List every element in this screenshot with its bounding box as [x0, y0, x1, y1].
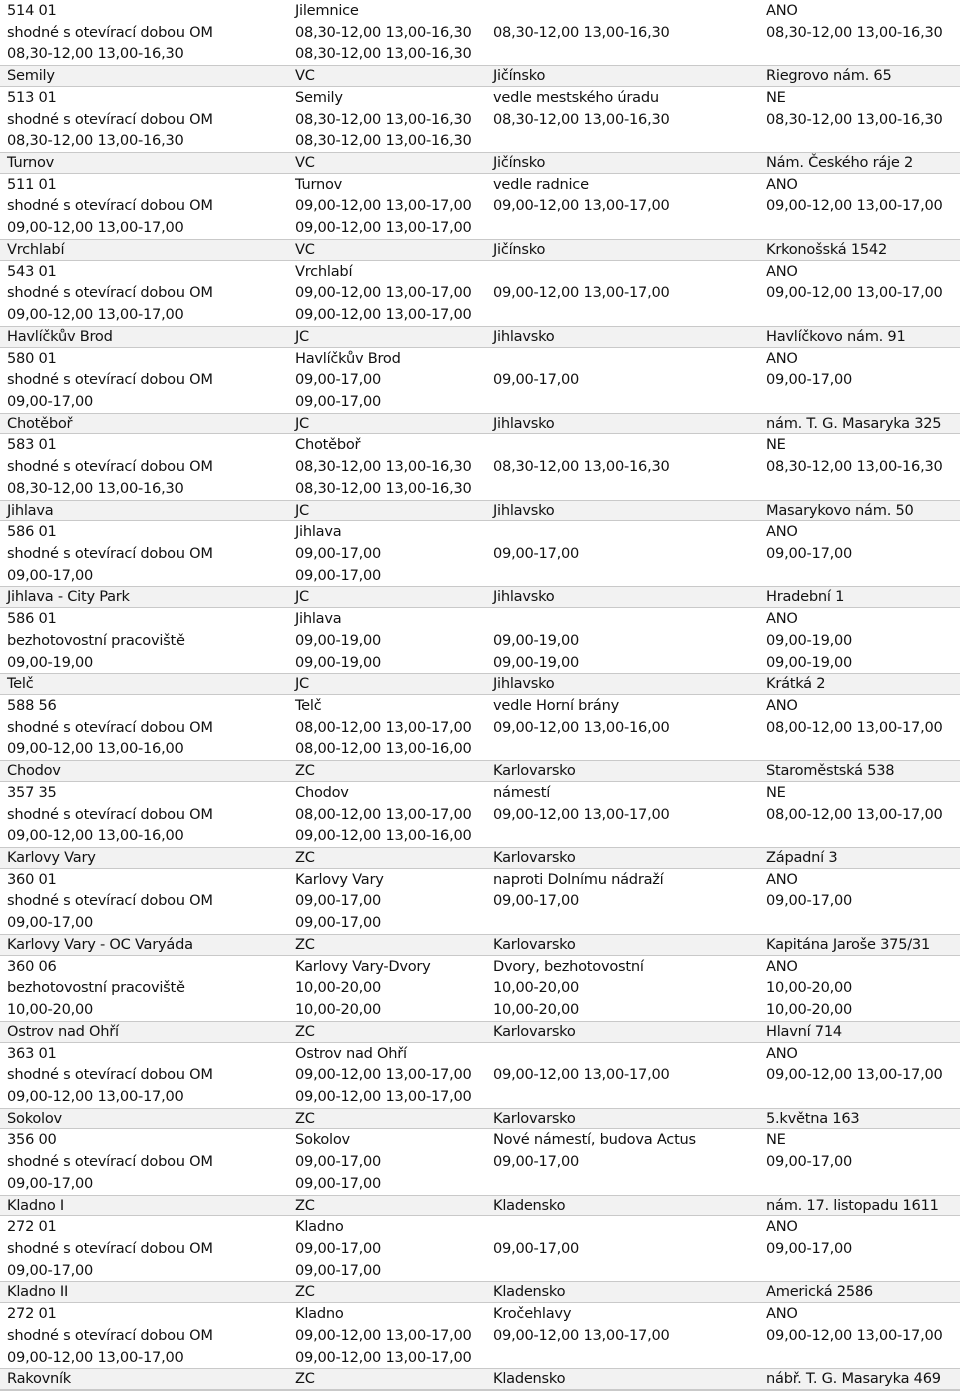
cell-col2: JC [295, 414, 309, 432]
cell-col1: shodné s otevírací dobou OM [7, 197, 213, 215]
table-row [0, 738, 960, 760]
table-row [0, 348, 960, 370]
cell-col1: shodné s otevírací dobou OM [7, 1153, 213, 1171]
cell-col3: naproti Dolnímu nádraží [493, 870, 664, 888]
cell-col2: 09,00-17,00 [295, 1261, 382, 1279]
cell-col3: 08,30-12,00 13,00-16,30 [493, 110, 670, 128]
cell-col1: 09,00-17,00 [7, 392, 94, 410]
table-row [0, 109, 960, 131]
cell-col4: nábř. T. G. Masaryka 469 [766, 1370, 941, 1388]
cell-col1: 356 00 [7, 1131, 57, 1149]
cell-col4: NE [766, 88, 786, 106]
table-row [0, 0, 960, 22]
cell-col3: Jičínsko [493, 67, 546, 85]
table-row [0, 195, 960, 217]
cell-col3: 10,00-20,00 [493, 1001, 580, 1019]
cell-col4: 09,00-12,00 13,00-17,00 [766, 284, 943, 302]
cell-col2: 09,00-12,00 13,00-17,00 [295, 1066, 472, 1084]
cell-col3: vedle mestského úradu [493, 88, 659, 106]
cell-col1: 08,30-12,00 13,00-16,30 [7, 479, 184, 497]
table-row [0, 521, 960, 543]
table-row [0, 543, 960, 565]
branch-header-row [0, 152, 960, 174]
cell-col1: 08,30-12,00 13,00-16,30 [7, 132, 184, 150]
cell-col3: Jihlavsko [493, 414, 555, 432]
cell-col2: 09,00-17,00 [295, 1174, 382, 1192]
cell-col1: Jihlava - City Park [7, 588, 130, 606]
table-row [0, 1064, 960, 1086]
cell-col1: shodné s otevírací dobou OM [7, 544, 213, 562]
cell-col2: 09,00-12,00 13,00-17,00 [295, 306, 472, 324]
cell-col2: 09,00-19,00 [295, 631, 382, 649]
table-row [0, 717, 960, 739]
branch-header-row [0, 1021, 960, 1043]
table-row [0, 869, 960, 891]
cell-col1: 09,00-12,00 13,00-17,00 [7, 1087, 184, 1105]
cell-col3: Kročehlavy [493, 1305, 572, 1323]
cell-col1: 09,00-17,00 [7, 914, 94, 932]
cell-col4: ANO [766, 610, 798, 628]
cell-col2: Havlíčkův Brod [295, 349, 401, 367]
cell-col1: 09,00-12,00 13,00-17,00 [7, 306, 184, 324]
cell-col1: Turnov [7, 154, 55, 172]
cell-col3: Karlovarsko [493, 1022, 576, 1040]
cell-col2: 08,30-12,00 13,00-16,30 [295, 458, 472, 476]
cell-col4: 08,30-12,00 13,00-16,30 [766, 23, 943, 41]
table-row [0, 630, 960, 652]
cell-col1: Ostrov nad Ohří [7, 1022, 119, 1040]
cell-col1: shodné s otevírací dobou OM [7, 110, 213, 128]
cell-col2: ZC [295, 762, 315, 780]
branch-header-row [0, 326, 960, 348]
cell-col1: bezhotovostní pracoviště [7, 631, 185, 649]
cell-col4: Západní 3 [766, 849, 838, 867]
cell-col1: bezhotovostní pracoviště [7, 979, 185, 997]
table-row [0, 782, 960, 804]
cell-col2: 08,00-12,00 13,00-17,00 [295, 718, 472, 736]
cell-col2: Turnov [295, 175, 343, 193]
cell-col3: 09,00-12,00 13,00-17,00 [493, 1326, 670, 1344]
cell-col2: 08,30-12,00 13,00-16,30 [295, 479, 472, 497]
cell-col3: Jičínsko [493, 240, 546, 258]
cell-col3: Karlovarsko [493, 935, 576, 953]
cell-col1: shodné s otevírací dobou OM [7, 371, 213, 389]
cell-col3: Jihlavsko [493, 588, 555, 606]
cell-col1: shodné s otevírací dobou OM [7, 805, 213, 823]
cell-col4: ANO [766, 697, 798, 714]
cell-col2: 09,00-17,00 [295, 371, 382, 389]
table-row [0, 1347, 960, 1369]
cell-col4: 09,00-19,00 [766, 653, 853, 671]
cell-col3: 09,00-17,00 [493, 544, 580, 562]
table-row [0, 43, 960, 65]
cell-col3: 09,00-12,00 13,00-16,00 [493, 718, 670, 736]
cell-col3: 09,00-19,00 [493, 653, 580, 671]
cell-col2: Jihlava [295, 523, 342, 541]
cell-col1: shodné s otevírací dobou OM [7, 1239, 213, 1257]
cell-col3: Jihlavsko [493, 675, 555, 693]
cell-col4: Americká 2586 [766, 1283, 873, 1301]
cell-col3: 09,00-17,00 [493, 1153, 580, 1171]
cell-col3: Nové námestí, budova Actus [493, 1131, 696, 1149]
table-row [0, 608, 960, 630]
cell-col2: ZC [295, 1109, 315, 1127]
cell-col2: Telč [295, 697, 322, 714]
cell-col3: Kladensko [493, 1370, 566, 1388]
table-row [0, 804, 960, 826]
cell-col2: 09,00-12,00 13,00-17,00 [295, 197, 472, 215]
table-row [0, 22, 960, 44]
cell-col3: 08,30-12,00 13,00-16,30 [493, 458, 670, 476]
branch-header-row [0, 586, 960, 608]
cell-col4: NE [766, 783, 786, 801]
cell-col1: 09,00-12,00 13,00-16,00 [7, 827, 184, 845]
cell-col3: Karlovarsko [493, 762, 576, 780]
cell-col2: Sokolov [295, 1131, 350, 1149]
cell-col1: Kladno II [7, 1283, 69, 1301]
cell-col1: 10,00-20,00 [7, 1001, 94, 1019]
cell-col4: nám. T. G. Masaryka 325 [766, 414, 942, 432]
cell-col3: Jičínsko [493, 154, 546, 172]
cell-col2: 09,00-12,00 13,00-17,00 [295, 284, 472, 302]
cell-col1: Karlovy Vary - OC Varyáda [7, 935, 193, 953]
table-row [0, 369, 960, 391]
cell-col4: ANO [766, 262, 798, 280]
cell-col4: nám. 17. listopadu 1611 [766, 1196, 939, 1214]
cell-col1: 588 56 [7, 697, 57, 714]
table-row [0, 956, 960, 978]
cell-col1: 09,00-12,00 13,00-17,00 [7, 1348, 184, 1366]
table-row [0, 1216, 960, 1238]
cell-col1: Sokolov [7, 1109, 62, 1127]
table-row [0, 391, 960, 413]
cell-col4: 09,00-12,00 13,00-17,00 [766, 1326, 943, 1344]
cell-col3: 09,00-17,00 [493, 1239, 580, 1257]
cell-col1: 272 01 [7, 1305, 57, 1323]
cell-col4: ANO [766, 349, 798, 367]
cell-col4: Hlavní 714 [766, 1022, 842, 1040]
cell-col2: ZC [295, 935, 315, 953]
cell-col3: námestí [493, 783, 551, 801]
cell-col4: ANO [766, 1044, 798, 1062]
cell-col2: Chotěboř [295, 436, 361, 454]
cell-col4: 09,00-17,00 [766, 371, 853, 389]
cell-col3: Jihlavsko [493, 501, 555, 519]
table-row [0, 1151, 960, 1173]
cell-col1: Kladno I [7, 1196, 64, 1214]
cell-col3: vedle radnice [493, 175, 589, 193]
cell-col2: ZC [295, 1283, 315, 1301]
cell-col2: ZC [295, 849, 315, 867]
table-row [0, 1238, 960, 1260]
cell-col2: Chodov [295, 783, 349, 801]
cell-col3: Kladensko [493, 1196, 566, 1214]
cell-col4: 09,00-17,00 [766, 1239, 853, 1257]
cell-col4: Krkonošská 1542 [766, 240, 887, 258]
cell-col4: ANO [766, 870, 798, 888]
cell-col1: shodné s otevírací dobou OM [7, 23, 213, 41]
cell-col4: 08,30-12,00 13,00-16,30 [766, 110, 943, 128]
cell-col4: Krátká 2 [766, 675, 826, 693]
cell-col2: Jihlava [295, 610, 342, 628]
cell-col4: ANO [766, 1218, 798, 1236]
cell-col1: shodné s otevírací dobou OM [7, 458, 213, 476]
cell-col4: 09,00-19,00 [766, 631, 853, 649]
cell-col3: 09,00-17,00 [493, 371, 580, 389]
cell-col1: Vrchlabí [7, 240, 65, 258]
cell-col2: 08,30-12,00 13,00-16,30 [295, 23, 472, 41]
cell-col1: 583 01 [7, 436, 57, 454]
cell-col2: VC [295, 240, 315, 258]
cell-col2: 09,00-12,00 13,00-17,00 [295, 1348, 472, 1366]
cell-col4: Kapitána Jaroše 375/31 [766, 935, 930, 953]
cell-col2: ZC [295, 1370, 315, 1388]
cell-col4: Nám. Českého ráje 2 [766, 154, 914, 172]
cell-col4: 09,00-17,00 [766, 1153, 853, 1171]
cell-col2: Vrchlabí [295, 262, 353, 280]
branch-header-row [0, 239, 960, 261]
cell-col3: 09,00-19,00 [493, 631, 580, 649]
cell-col1: 09,00-17,00 [7, 566, 94, 584]
cell-col1: Karlovy Vary [7, 849, 96, 867]
cell-col3: 10,00-20,00 [493, 979, 580, 997]
cell-col4: ANO [766, 957, 798, 975]
branch-header-row [0, 847, 960, 869]
cell-col4: 09,00-17,00 [766, 544, 853, 562]
table-row [0, 695, 960, 717]
cell-col2: JC [295, 501, 309, 519]
cell-col2: 09,00-17,00 [295, 392, 382, 410]
cell-col4: 10,00-20,00 [766, 1001, 853, 1019]
cell-col2: ZC [295, 1022, 315, 1040]
cell-col2: 08,00-12,00 13,00-17,00 [295, 805, 472, 823]
table-row [0, 1086, 960, 1108]
cell-col4: Hradební 1 [766, 588, 845, 606]
table-row [0, 217, 960, 239]
cell-col1: 514 01 [7, 2, 57, 19]
cell-col2: 08,30-12,00 13,00-16,30 [295, 110, 472, 128]
cell-col1: 09,00-12,00 13,00-16,00 [7, 740, 184, 758]
cell-col2: Karlovy Vary-Dvory [295, 957, 431, 975]
cell-col3: 09,00-12,00 13,00-17,00 [493, 284, 670, 302]
table-row [0, 999, 960, 1021]
cell-col2: 08,30-12,00 13,00-16,30 [295, 132, 472, 150]
cell-col3: Jihlavsko [493, 327, 555, 345]
cell-col1: shodné s otevírací dobou OM [7, 718, 213, 736]
cell-col2: VC [295, 67, 315, 85]
cell-col4: ANO [766, 1305, 798, 1323]
branch-header-row [0, 1108, 960, 1130]
cell-col3: vedle Horní brány [493, 697, 619, 714]
cell-col1: shodné s otevírací dobou OM [7, 284, 213, 302]
cell-col1: Chodov [7, 762, 61, 780]
cell-col4: Havlíčkovo nám. 91 [766, 327, 906, 345]
cell-col4: 5.května 163 [766, 1109, 860, 1127]
cell-col2: Kladno [295, 1305, 344, 1323]
cell-col2: Jilemnice [295, 2, 359, 19]
table-row [0, 456, 960, 478]
cell-col1: 272 01 [7, 1218, 57, 1236]
cell-col4: 08,00-12,00 13,00-17,00 [766, 718, 943, 736]
cell-col1: 08,30-12,00 13,00-16,30 [7, 45, 184, 63]
cell-col1: 357 35 [7, 783, 57, 801]
cell-col1: 511 01 [7, 175, 57, 193]
branch-header-row [0, 1368, 960, 1390]
cell-col1: 543 01 [7, 262, 57, 280]
cell-col2: 08,30-12,00 13,00-16,30 [295, 45, 472, 63]
cell-col4: Riegrovo nám. 65 [766, 67, 892, 85]
cell-col2: 09,00-12,00 13,00-17,00 [295, 219, 472, 237]
table-row [0, 890, 960, 912]
table-row [0, 304, 960, 326]
cell-col3: Dvory, bezhotovostní [493, 957, 644, 975]
table-row [0, 565, 960, 587]
cell-col2: 10,00-20,00 [295, 979, 382, 997]
cell-col2: JC [295, 327, 309, 345]
table-row [0, 1173, 960, 1195]
table-row [0, 1260, 960, 1282]
cell-col1: Jihlava [7, 501, 54, 519]
branch-header-row [0, 65, 960, 87]
cell-col2: 10,00-20,00 [295, 1001, 382, 1019]
cell-col4: Masarykovo nám. 50 [766, 501, 914, 519]
cell-col1: 09,00-17,00 [7, 1174, 94, 1192]
cell-col3: 09,00-17,00 [493, 892, 580, 910]
cell-col3: Kladensko [493, 1283, 566, 1301]
branch-header-row [0, 413, 960, 435]
table-row [0, 130, 960, 152]
cell-col4: 08,00-12,00 13,00-17,00 [766, 805, 943, 823]
branch-header-row [0, 1195, 960, 1217]
table-row [0, 825, 960, 847]
branch-header-row [0, 934, 960, 956]
branch-header-row [0, 500, 960, 522]
cell-col1: 363 01 [7, 1044, 57, 1062]
cell-col3: 08,30-12,00 13,00-16,30 [493, 23, 670, 41]
cell-col4: 09,00-12,00 13,00-17,00 [766, 1066, 943, 1084]
table-row [0, 1129, 960, 1151]
cell-col2: Karlovy Vary [295, 870, 384, 888]
cell-col2: 09,00-17,00 [295, 914, 382, 932]
table-row [0, 478, 960, 500]
cell-col3: 09,00-12,00 13,00-17,00 [493, 1066, 670, 1084]
cell-col2: ZC [295, 1196, 315, 1214]
cell-col2: JC [295, 675, 309, 693]
cell-col1: 580 01 [7, 349, 57, 367]
cell-col2: 09,00-12,00 13,00-16,00 [295, 827, 472, 845]
cell-col3: 09,00-12,00 13,00-17,00 [493, 197, 670, 215]
cell-col1: 360 01 [7, 870, 57, 888]
cell-col1: 09,00-19,00 [7, 653, 94, 671]
cell-col4: ANO [766, 523, 798, 541]
cell-col1: shodné s otevírací dobou OM [7, 892, 213, 910]
cell-col1: shodné s otevírací dobou OM [7, 1066, 213, 1084]
cell-col4: 09,00-17,00 [766, 892, 853, 910]
cell-col4: NE [766, 1131, 786, 1149]
cell-col2: 09,00-17,00 [295, 1153, 382, 1171]
cell-col1: 360 06 [7, 957, 57, 975]
cell-col4: ANO [766, 2, 798, 19]
table-row [0, 652, 960, 674]
cell-col2: Kladno [295, 1218, 344, 1236]
cell-col2: Ostrov nad Ohří [295, 1044, 407, 1062]
cell-col1: 586 01 [7, 523, 57, 541]
cell-col2: 09,00-17,00 [295, 544, 382, 562]
cell-col2: VC [295, 154, 315, 172]
cell-col3: 09,00-12,00 13,00-17,00 [493, 805, 670, 823]
cell-col1: Semily [7, 67, 55, 85]
cell-col2: 09,00-19,00 [295, 653, 382, 671]
cell-col2: Semily [295, 88, 343, 106]
table-row [0, 1325, 960, 1347]
cell-col1: Havlíčkův Brod [7, 327, 113, 345]
cell-col2: 09,00-17,00 [295, 1239, 382, 1257]
table-row [0, 912, 960, 934]
cell-col4: Staroměstská 538 [766, 762, 895, 780]
cell-col4: NE [766, 436, 786, 454]
cell-col1: Rakovník [7, 1370, 72, 1388]
cell-col1: Telč [7, 675, 34, 693]
table-row [0, 1043, 960, 1065]
cell-col1: 09,00-17,00 [7, 1261, 94, 1279]
cell-col1: shodné s otevírací dobou OM [7, 1326, 213, 1344]
branch-header-row [0, 673, 960, 695]
cell-col3: Karlovarsko [493, 849, 576, 867]
table-row [0, 261, 960, 283]
cell-col2: 09,00-12,00 13,00-17,00 [295, 1087, 472, 1105]
table-row [0, 87, 960, 109]
branch-header-row [0, 760, 960, 782]
cell-col3: Karlovarsko [493, 1109, 576, 1127]
cell-col1: 513 01 [7, 88, 57, 106]
table-row [0, 977, 960, 999]
table-row [0, 174, 960, 196]
cell-col1: 09,00-12,00 13,00-17,00 [7, 219, 184, 237]
cell-col1: Chotěboř [7, 414, 73, 432]
cell-col4: 10,00-20,00 [766, 979, 853, 997]
cell-col1: 586 01 [7, 610, 57, 628]
table-row [0, 434, 960, 456]
cell-col2: 08,00-12,00 13,00-16,00 [295, 740, 472, 758]
cell-col4: ANO [766, 175, 798, 193]
branch-header-row [0, 1281, 960, 1303]
table-bottom-rule [0, 1389, 960, 1391]
cell-col2: 09,00-12,00 13,00-17,00 [295, 1326, 472, 1344]
table-row [0, 282, 960, 304]
table-row [0, 1303, 960, 1325]
cell-col2: JC [295, 588, 309, 606]
cell-col4: 08,30-12,00 13,00-16,30 [766, 458, 943, 476]
cell-col2: 09,00-17,00 [295, 566, 382, 584]
cell-col4: 09,00-12,00 13,00-17,00 [766, 197, 943, 215]
cell-col2: 09,00-17,00 [295, 892, 382, 910]
